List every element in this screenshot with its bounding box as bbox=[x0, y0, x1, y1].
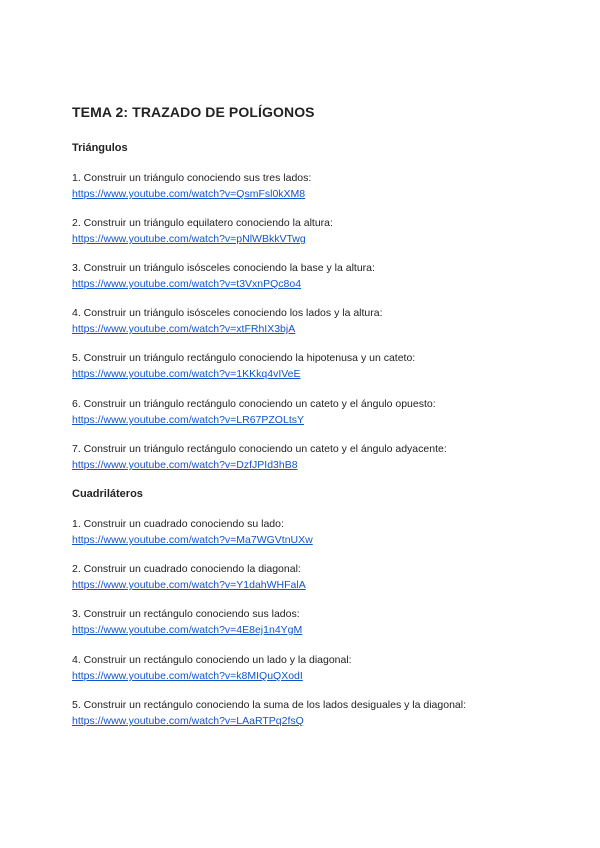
video-link[interactable]: https://www.youtube.com/watch?v=4E8ej1n4YgM bbox=[72, 624, 303, 636]
item-description: 4. Construir un triángulo isósceles conociendo los lados y la altura: bbox=[72, 307, 383, 319]
list-item bbox=[72, 305, 572, 337]
item-description: 7. Construir un triángulo rectángulo conociendo un cateto y el ángulo adyacente: bbox=[72, 443, 447, 455]
list-item bbox=[72, 260, 572, 292]
item-description: 2. Construir un cuadrado conociendo la diagonal: bbox=[72, 563, 301, 575]
video-link[interactable]: https://www.youtube.com/watch?v=t3VxnPQc8o4 bbox=[72, 278, 302, 290]
video-link[interactable]: https://www.youtube.com/watch?v=1KKkq4vIVeE bbox=[72, 368, 301, 380]
video-link[interactable]: https://www.youtube.com/watch?v=LAaRTPq2fsQ bbox=[72, 715, 304, 727]
section-heading-cuadrilateros: Cuadriláteros bbox=[72, 488, 143, 500]
item-description: 5. Construir un rectángulo conociendo la suma de los lados desiguales y la diagonal: bbox=[72, 699, 466, 711]
item-description: 3. Construir un rectángulo conociendo sus lados: bbox=[72, 608, 300, 620]
item-description: 1. Construir un cuadrado conociendo su lado: bbox=[72, 518, 284, 530]
item-description: 3. Construir un triángulo isósceles conociendo la base y la altura: bbox=[72, 262, 375, 274]
item-description: 2. Construir un triángulo equilatero conociendo la altura: bbox=[72, 217, 333, 229]
video-link[interactable]: https://www.youtube.com/watch?v=LR67PZOLtsY bbox=[72, 414, 304, 426]
list-item bbox=[72, 441, 572, 473]
video-link[interactable]: https://www.youtube.com/watch?v=Ma7WGVtnUXw bbox=[72, 534, 313, 546]
page-title: TEMA 2: TRAZADO DE POLÍGONOS bbox=[72, 104, 315, 120]
item-description: 4. Construir un rectángulo conociendo un lado y la diagonal: bbox=[72, 654, 352, 666]
video-link[interactable]: https://www.youtube.com/watch?v=k8MIQuQXodI bbox=[72, 670, 303, 682]
video-link[interactable]: https://www.youtube.com/watch?v=QsmFsl0kXM8 bbox=[72, 188, 306, 200]
list-item bbox=[72, 516, 572, 548]
video-link[interactable]: https://www.youtube.com/watch?v=Y1dahWHFalA bbox=[72, 579, 306, 591]
video-link[interactable]: https://www.youtube.com/watch?v=pNlWBkkVTwg bbox=[72, 233, 306, 245]
list-item bbox=[72, 652, 572, 684]
item-description: 1. Construir un triángulo conociendo sus tres lados: bbox=[72, 172, 312, 184]
video-link[interactable]: https://www.youtube.com/watch?v=DzfJPId3hB8 bbox=[72, 459, 298, 471]
list-item bbox=[72, 215, 572, 247]
item-description: 6. Construir un triángulo rectángulo conociendo un cateto y el ángulo opuesto: bbox=[72, 398, 436, 410]
section-heading-triangulos: Triángulos bbox=[72, 142, 128, 154]
list-item bbox=[72, 606, 572, 638]
list-item bbox=[72, 697, 572, 729]
list-item bbox=[72, 561, 572, 593]
video-link[interactable]: https://www.youtube.com/watch?v=xtFRhIX3bjA bbox=[72, 323, 296, 335]
item-description: 5. Construir un triángulo rectángulo conociendo la hipotenusa y un cateto: bbox=[72, 352, 416, 364]
list-item bbox=[72, 170, 572, 202]
list-item bbox=[72, 396, 572, 428]
list-item bbox=[72, 350, 572, 382]
